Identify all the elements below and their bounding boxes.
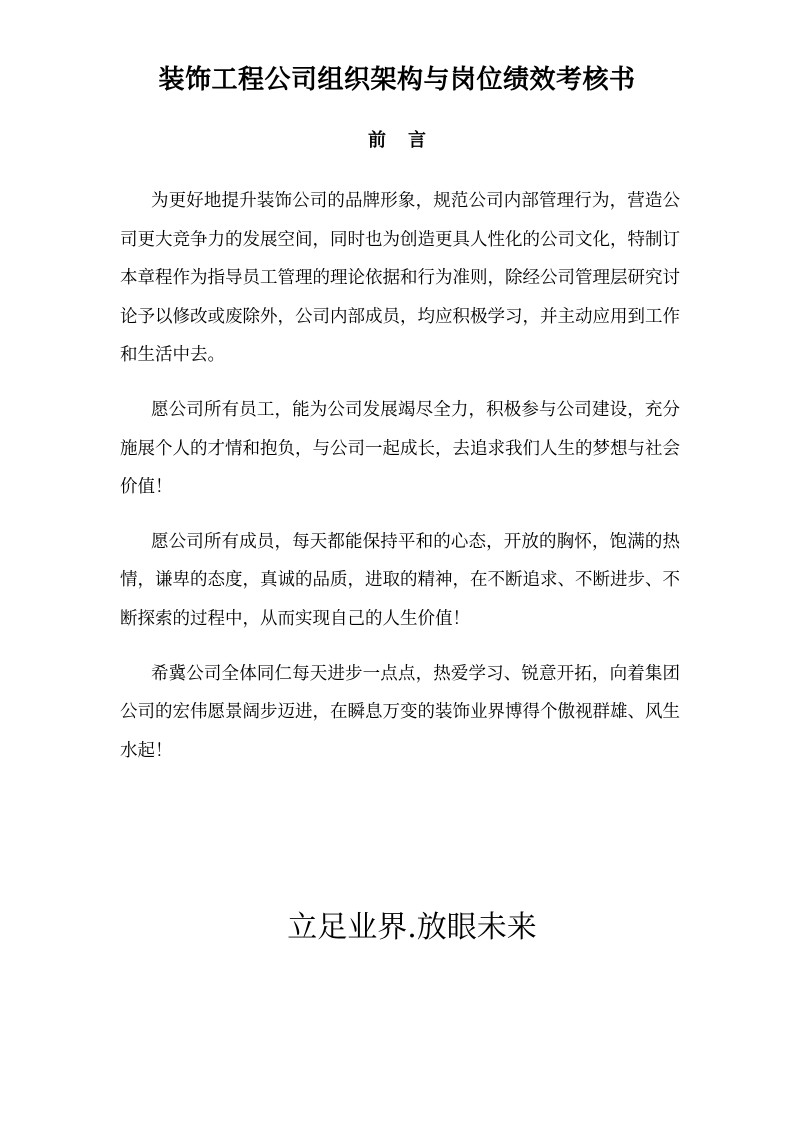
section-heading-preface (0, 126, 794, 156)
paragraph: 为更好地提升装饰公司的品牌形象，规范公司内部管理行为，营造公司更大竞争力的发展空间，同时也为创造更具人性化的公司文化，特制订本章程作为指导员工管理的理论依据和行为准则，除经公司管理层研究讨论予以修改或废除外，公司内部成员，均应积极学习，并主动应用到工作和生活中去。 (120, 191, 680, 366)
paragraph: 愿公司所有员工，能为公司发展竭尽全力，积极参与公司建设，充分施展个人的才情和抱负，与公司一起成长，去追求我们人生的梦想与社会价值！ (120, 399, 680, 498)
paragraph: 愿公司所有成员，每天都能保持平和的心态，开放的胸怀，饱满的热情，谦卑的态度，真诚的品质，进取的精神，在不断追求、不断进步、不断探索的过程中，从而实现自己的人生价值！ (120, 531, 680, 629)
section-heading-char: 前 (368, 130, 386, 151)
paragraph: 希冀公司全体同仁每天进步一点点，热爱学习、锐意开拓，向着集团公司的宏伟愿景阔步迈进，在瞬息万变的装饰业界博得个傲视群雄、风生水起！ (120, 663, 680, 761)
company-slogan: 立足业界.放眼未来 (287, 910, 537, 945)
preface-body (120, 182, 680, 786)
section-heading-char: 言 (408, 130, 426, 151)
document-title: 装饰工程公司组织架构与岗位绩效考核书 (158, 65, 636, 95)
